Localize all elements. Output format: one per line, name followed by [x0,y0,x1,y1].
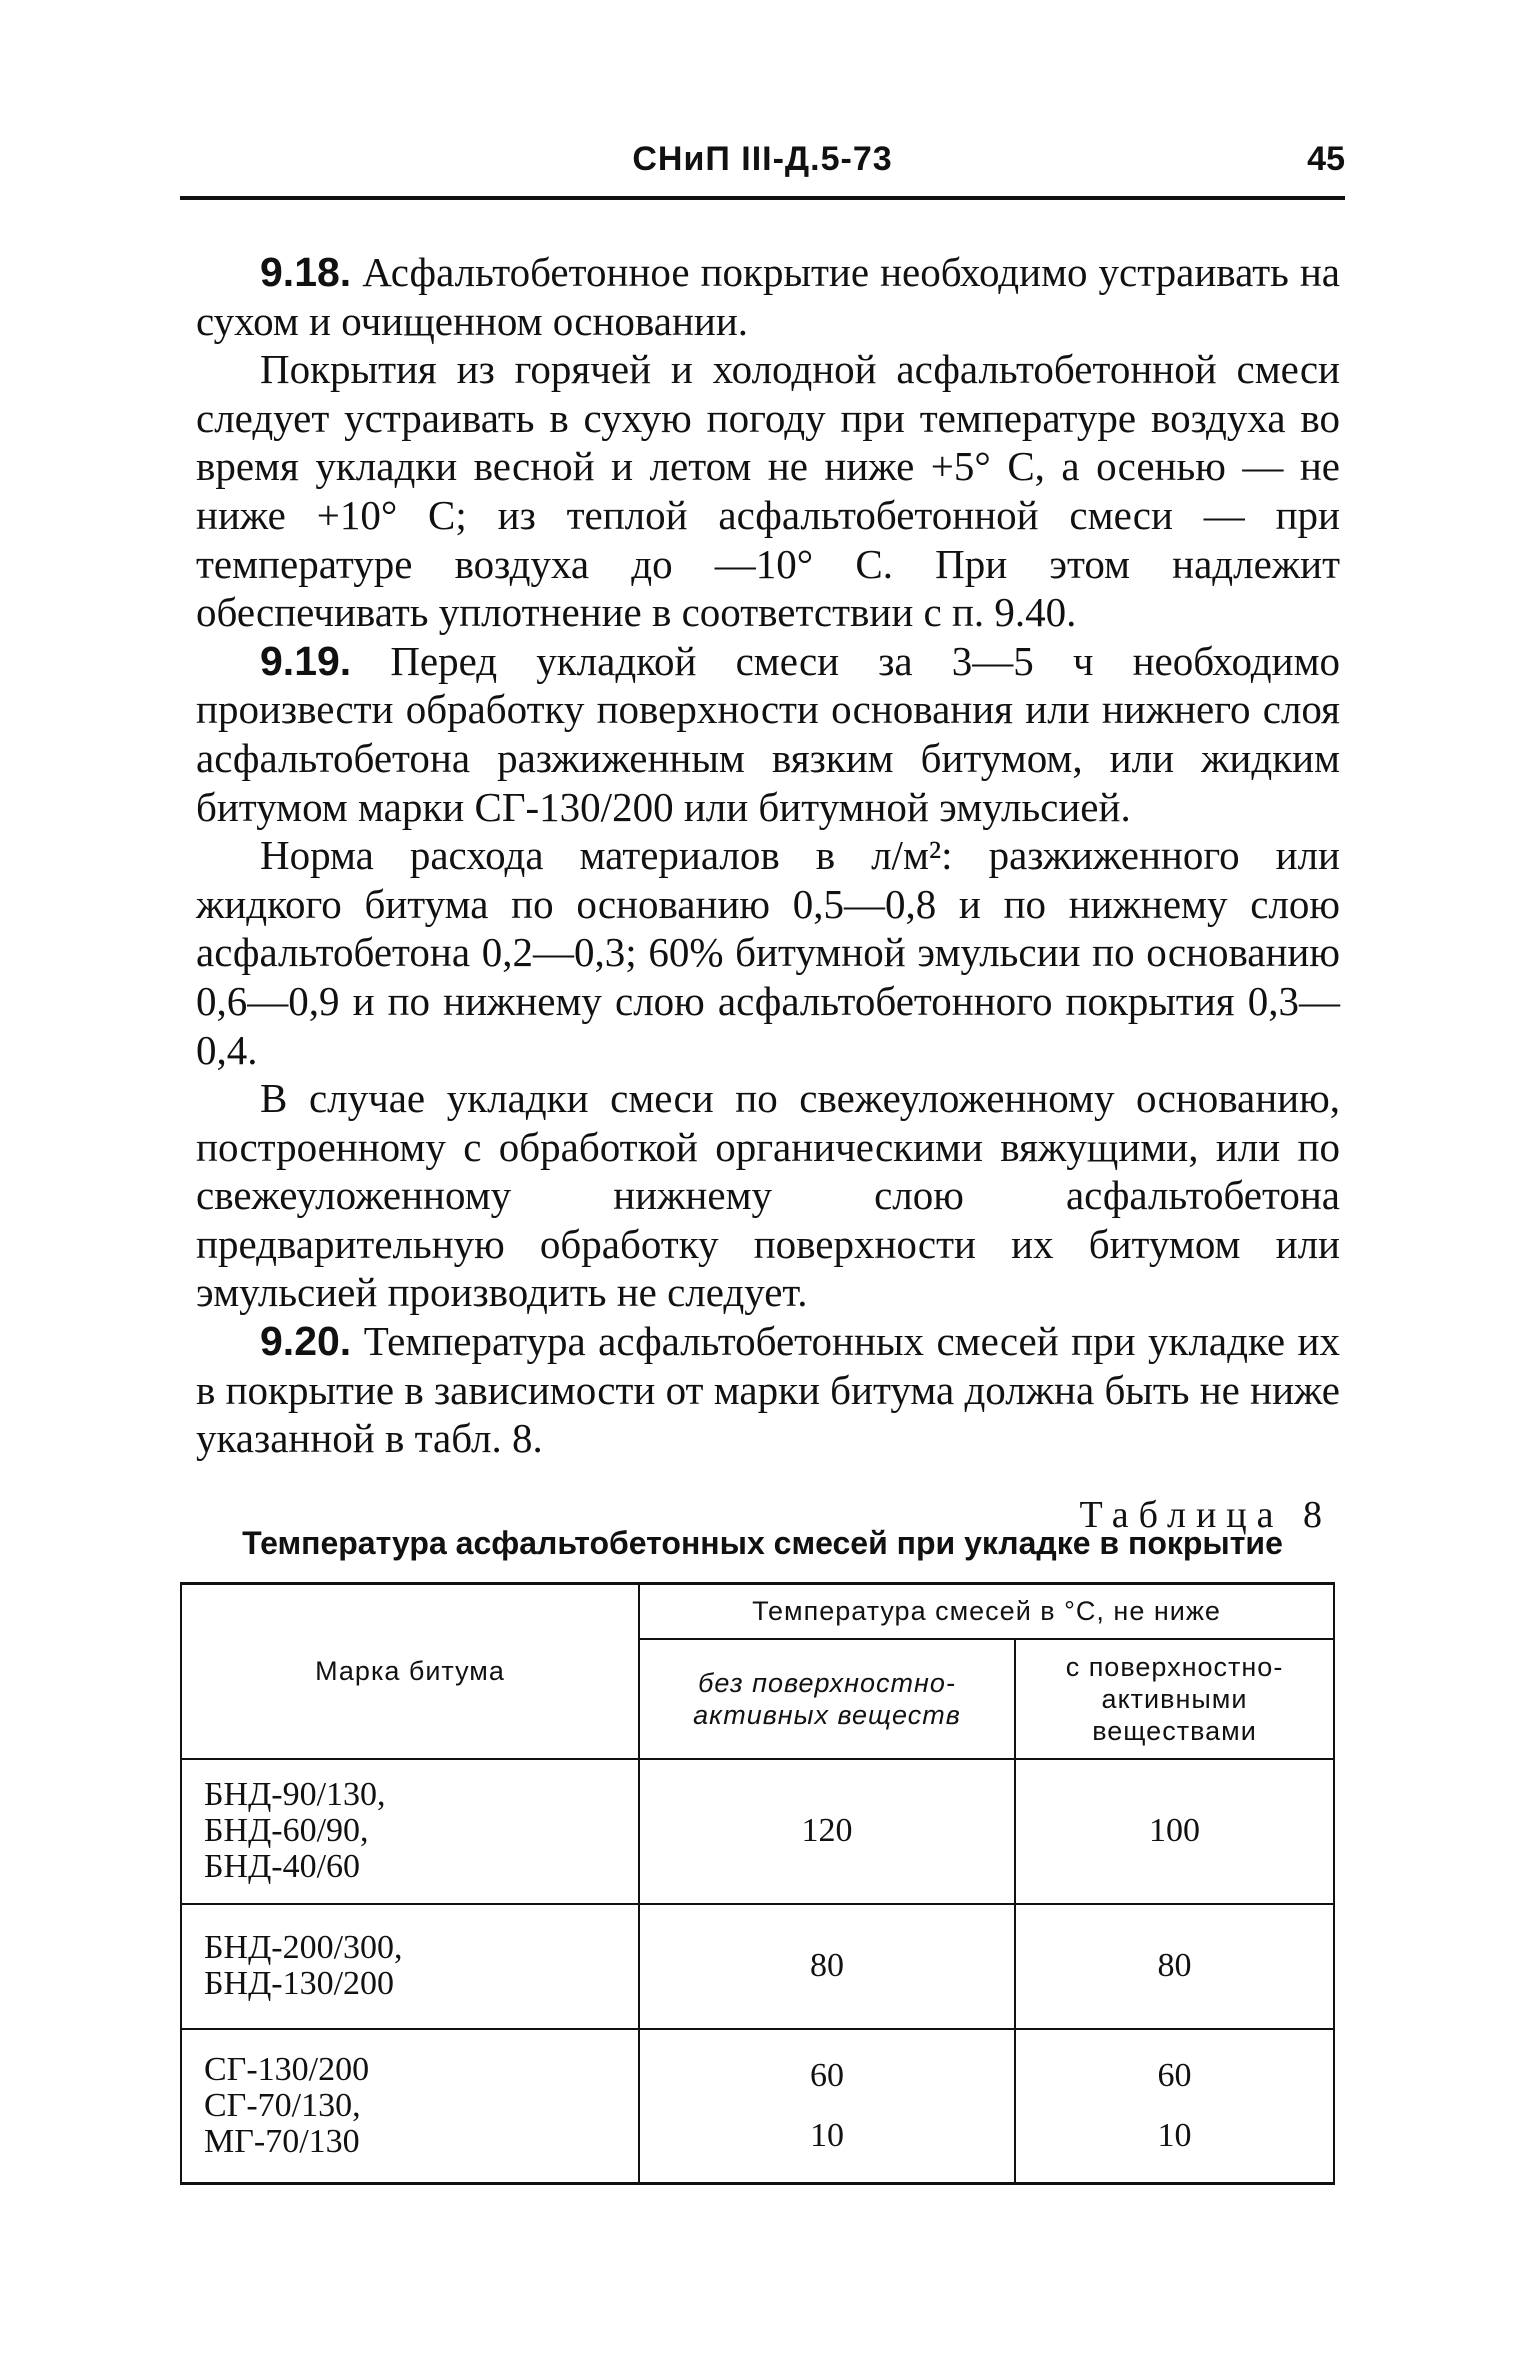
page-header [180,140,1345,190]
paragraph [196,831,1340,1074]
paragraph-text: Покрытия из горячей и холодной асфальтобетонной смеси следует устраивать в сухую погоду при температуре воздуха во время укладки весной и летом не ниже +5° С, а осенью — не ниже +10° С; из теплой асфальтобетонной смеси — при температуре воздуха до —10° С. При этом надлежит обеспечивать уплотнение в соответствии с п. 9.40. [196,346,1340,636]
paragraph-text: Асфальтобетонное покрытие необходимо устраивать на сухом и очищенном основании. [196,249,1340,344]
paragraph [196,248,1340,345]
bitumen-brand-cell: БНД-200/300, БНД-130/200 [181,1904,639,2029]
bitumen-brand-cell: СГ-130/200 СГ-70/130, МГ-70/130 [181,2029,639,2184]
paragraph [196,637,1340,831]
paragraph-text: Температура асфальтобетонных смесей при укладке их в покрытие в зависимости от марки битума должна быть не ниже указанной в табл. 8. [196,1318,1341,1462]
table-row [181,1904,1334,2029]
value-with-cell: 80 [1015,1904,1334,2029]
table-row [181,1759,1334,1904]
body-text [196,248,1340,1463]
temperature-table [180,1582,1335,2185]
column-header-brand: Марка битума [181,1584,639,1759]
paragraph-text: Норма расхода материалов в л/м²: разжиженного или жидкого битума по основанию 0,5—0,8 и по нижнему слою асфальтобетона 0,2—0,3; 60% битумной эмульсии по основанию 0,6—0,9 и по нижнему слою асфальтобетонного покрытия 0,3—0,4. [196,832,1340,1073]
paragraph [196,345,1340,637]
value-with-cell: 60 10 [1015,2029,1334,2184]
document-code: СНиП III-Д.5-73 [632,140,893,178]
page-number: 45 [1307,140,1345,178]
bitumen-brand-cell: БНД-90/130, БНД-60/90, БНД-40/60 [181,1759,639,1904]
header-rule [180,196,1345,200]
column-header-with: с поверхностно-активными веществами [1015,1639,1334,1759]
paragraph [196,1317,1340,1463]
table-label: Таблица 8 [1079,1494,1332,1536]
clause-number: 9.18. [260,249,352,295]
value-without-cell: 120 [639,1759,1015,1904]
table-row [181,2029,1334,2184]
value-with-cell: 100 [1015,1759,1334,1904]
paragraph-text: В случае укладки смеси по свежеуложенному основанию, построенному с обработкой органическими вяжущими, или по свежеуложенному нижнему слою асфальтобетона предварительную обработку поверхности их битумом или эмульсией производить не следует. [196,1075,1340,1316]
paragraph [196,1074,1340,1317]
table-caption: Температура асфальтобетонных смесей при укладке в покрытие [242,1525,1283,1561]
column-header-without: без поверхностно-активных веществ [639,1639,1015,1759]
paragraph-text: Перед укладкой смеси за 3—5 ч необходимо произвести обработку поверхности основания или нижнего слоя асфальтобетона разжиженным вязким битумом, или жидким битумом марки СГ-130/200 или битумной эмульсией. [196,637,1341,830]
value-without-cell: 60 10 [639,2029,1015,2184]
value-without-cell: 80 [639,1904,1015,2029]
column-header-group: Температура смесей в °С, не ниже [639,1584,1334,1639]
clause-number: 9.20. [260,1318,352,1365]
clause-number: 9.19. [260,637,352,684]
